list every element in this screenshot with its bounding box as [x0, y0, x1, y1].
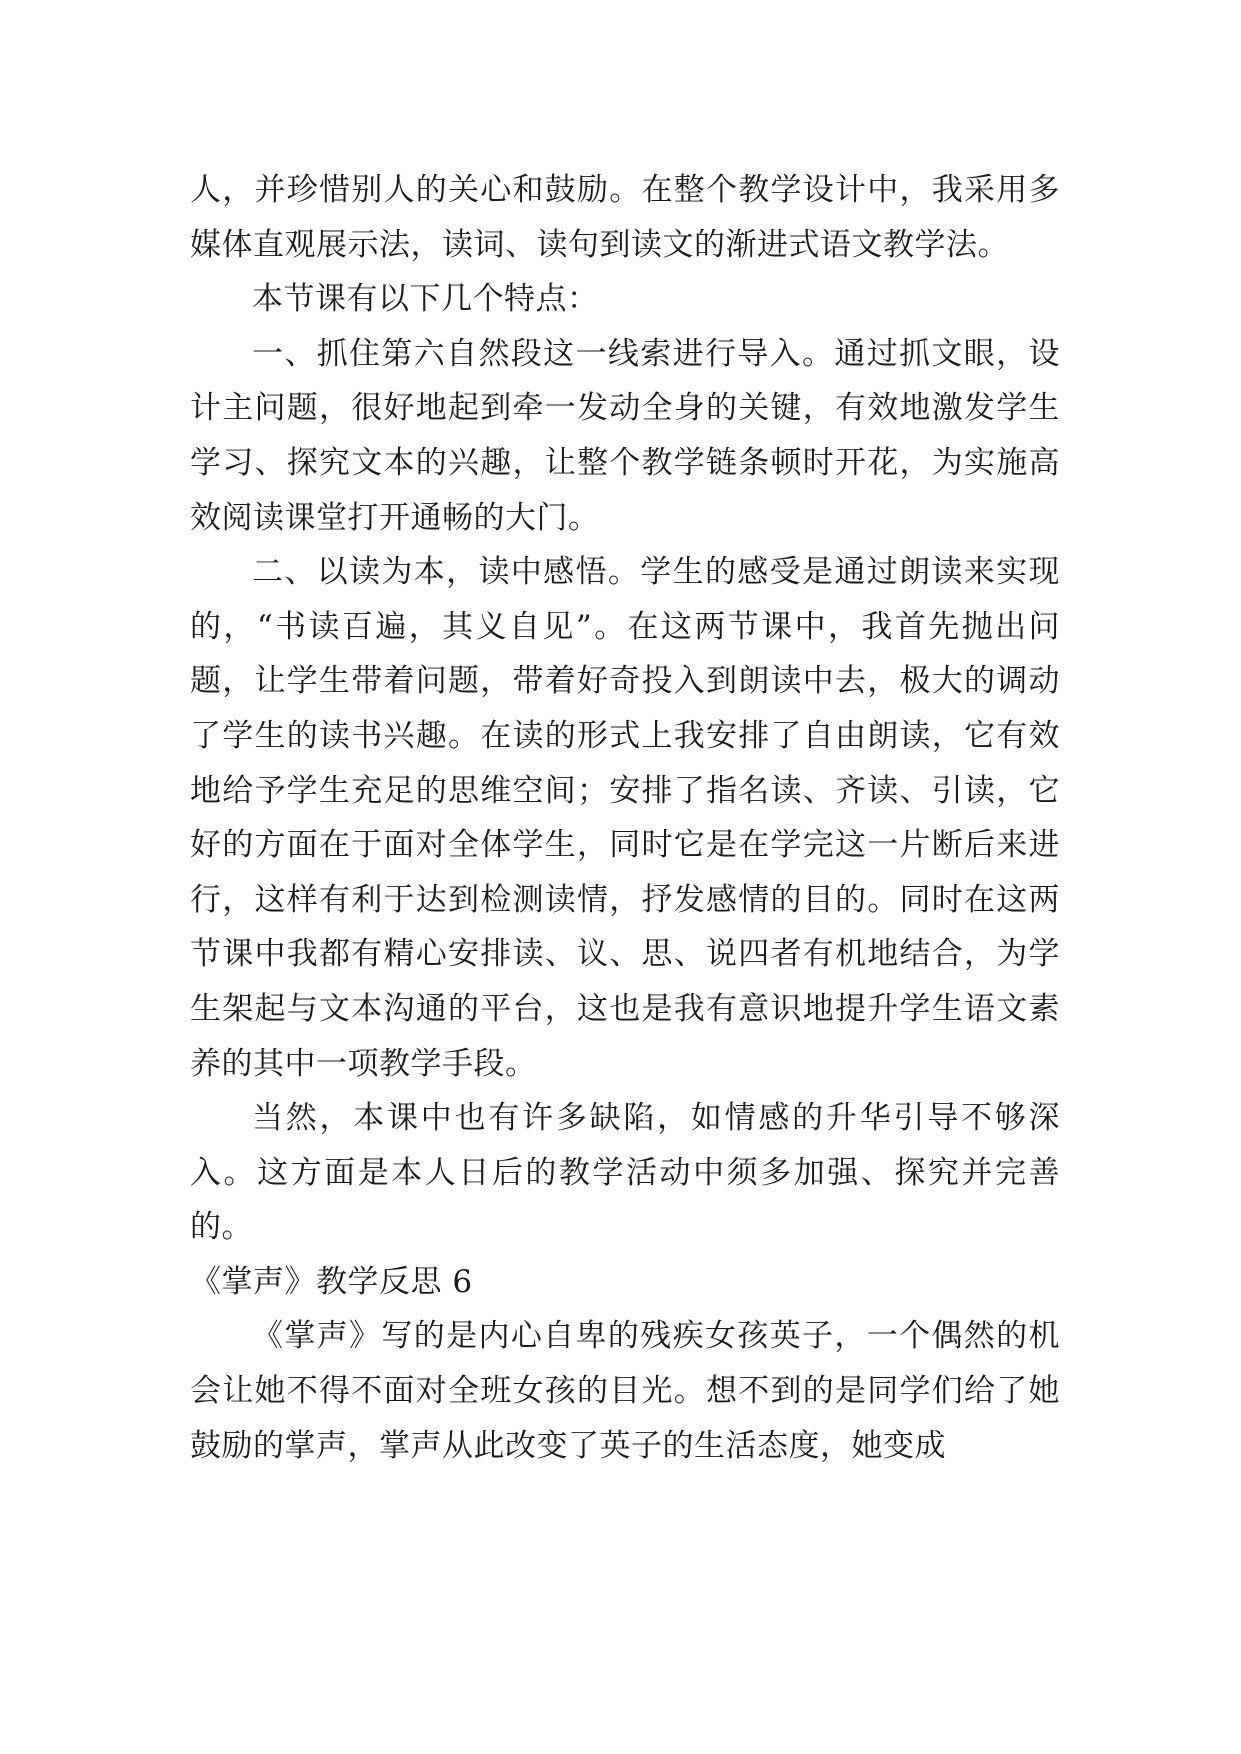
paragraph-5: 当然，本课中也有许多缺陷，如情感的升华引导不够深入。这方面是本人日后的教学活动中须多加强、探究并完善的。 — [190, 1100, 1060, 1246]
paragraph-2: 本节课有以下几个特点： — [252, 281, 599, 318]
section-heading: 《掌声》教学反思 6 — [190, 1263, 473, 1300]
paragraph-4: 二、以读为本，读中感悟。学生的感受是通过朗读来实现的，“书读百遍，其义自见”。在这两节课中，我首先抛出问题，让学生带着问题，带着好奇投入到朗读中去，极大的调动了学生的读书兴趣。在读的形式上我安排了自由朗读，它有效地给予学生充足的思维空间；安排了指名读、齐读、引读，它好的方面在于面对全体学生，同时它是在学完这一片断后来进行，这样有利于达到检测读情，抒发感情的目的。同时在这两节课中我都有精心安排读、议、思、说四者有机地结合，为学生架起与文本沟通的平台，这也是我有意识地提升学生语文素养的其中一项教学手段。 — [190, 554, 1060, 1082]
paragraph-1: 人，并珍惜别人的关心和鼓励。在整个教学设计中，我采用多媒体直观展示法，读词、读句到读文的渐进式语文教学法。 — [190, 172, 1060, 263]
paragraph-6: 《掌声》写的是内心自卑的残疾女孩英子，一个偶然的机会让她不得不面对全班女孩的目光。想不到的是同学们给了她鼓励的掌声，掌声从此改变了英子的生活态度，她变成 — [190, 1318, 1060, 1464]
document-body — [190, 163, 1060, 1473]
paragraph-3: 一、抓住第六自然段这一线索进行导入。通过抓文眼，设计主问题，很好地起到牵一发动全身的关键，有效地激发学生学习、探究文本的兴趣，让整个教学链条顿时开花，为实施高效阅读课堂打开通畅的大门。 — [190, 335, 1060, 536]
